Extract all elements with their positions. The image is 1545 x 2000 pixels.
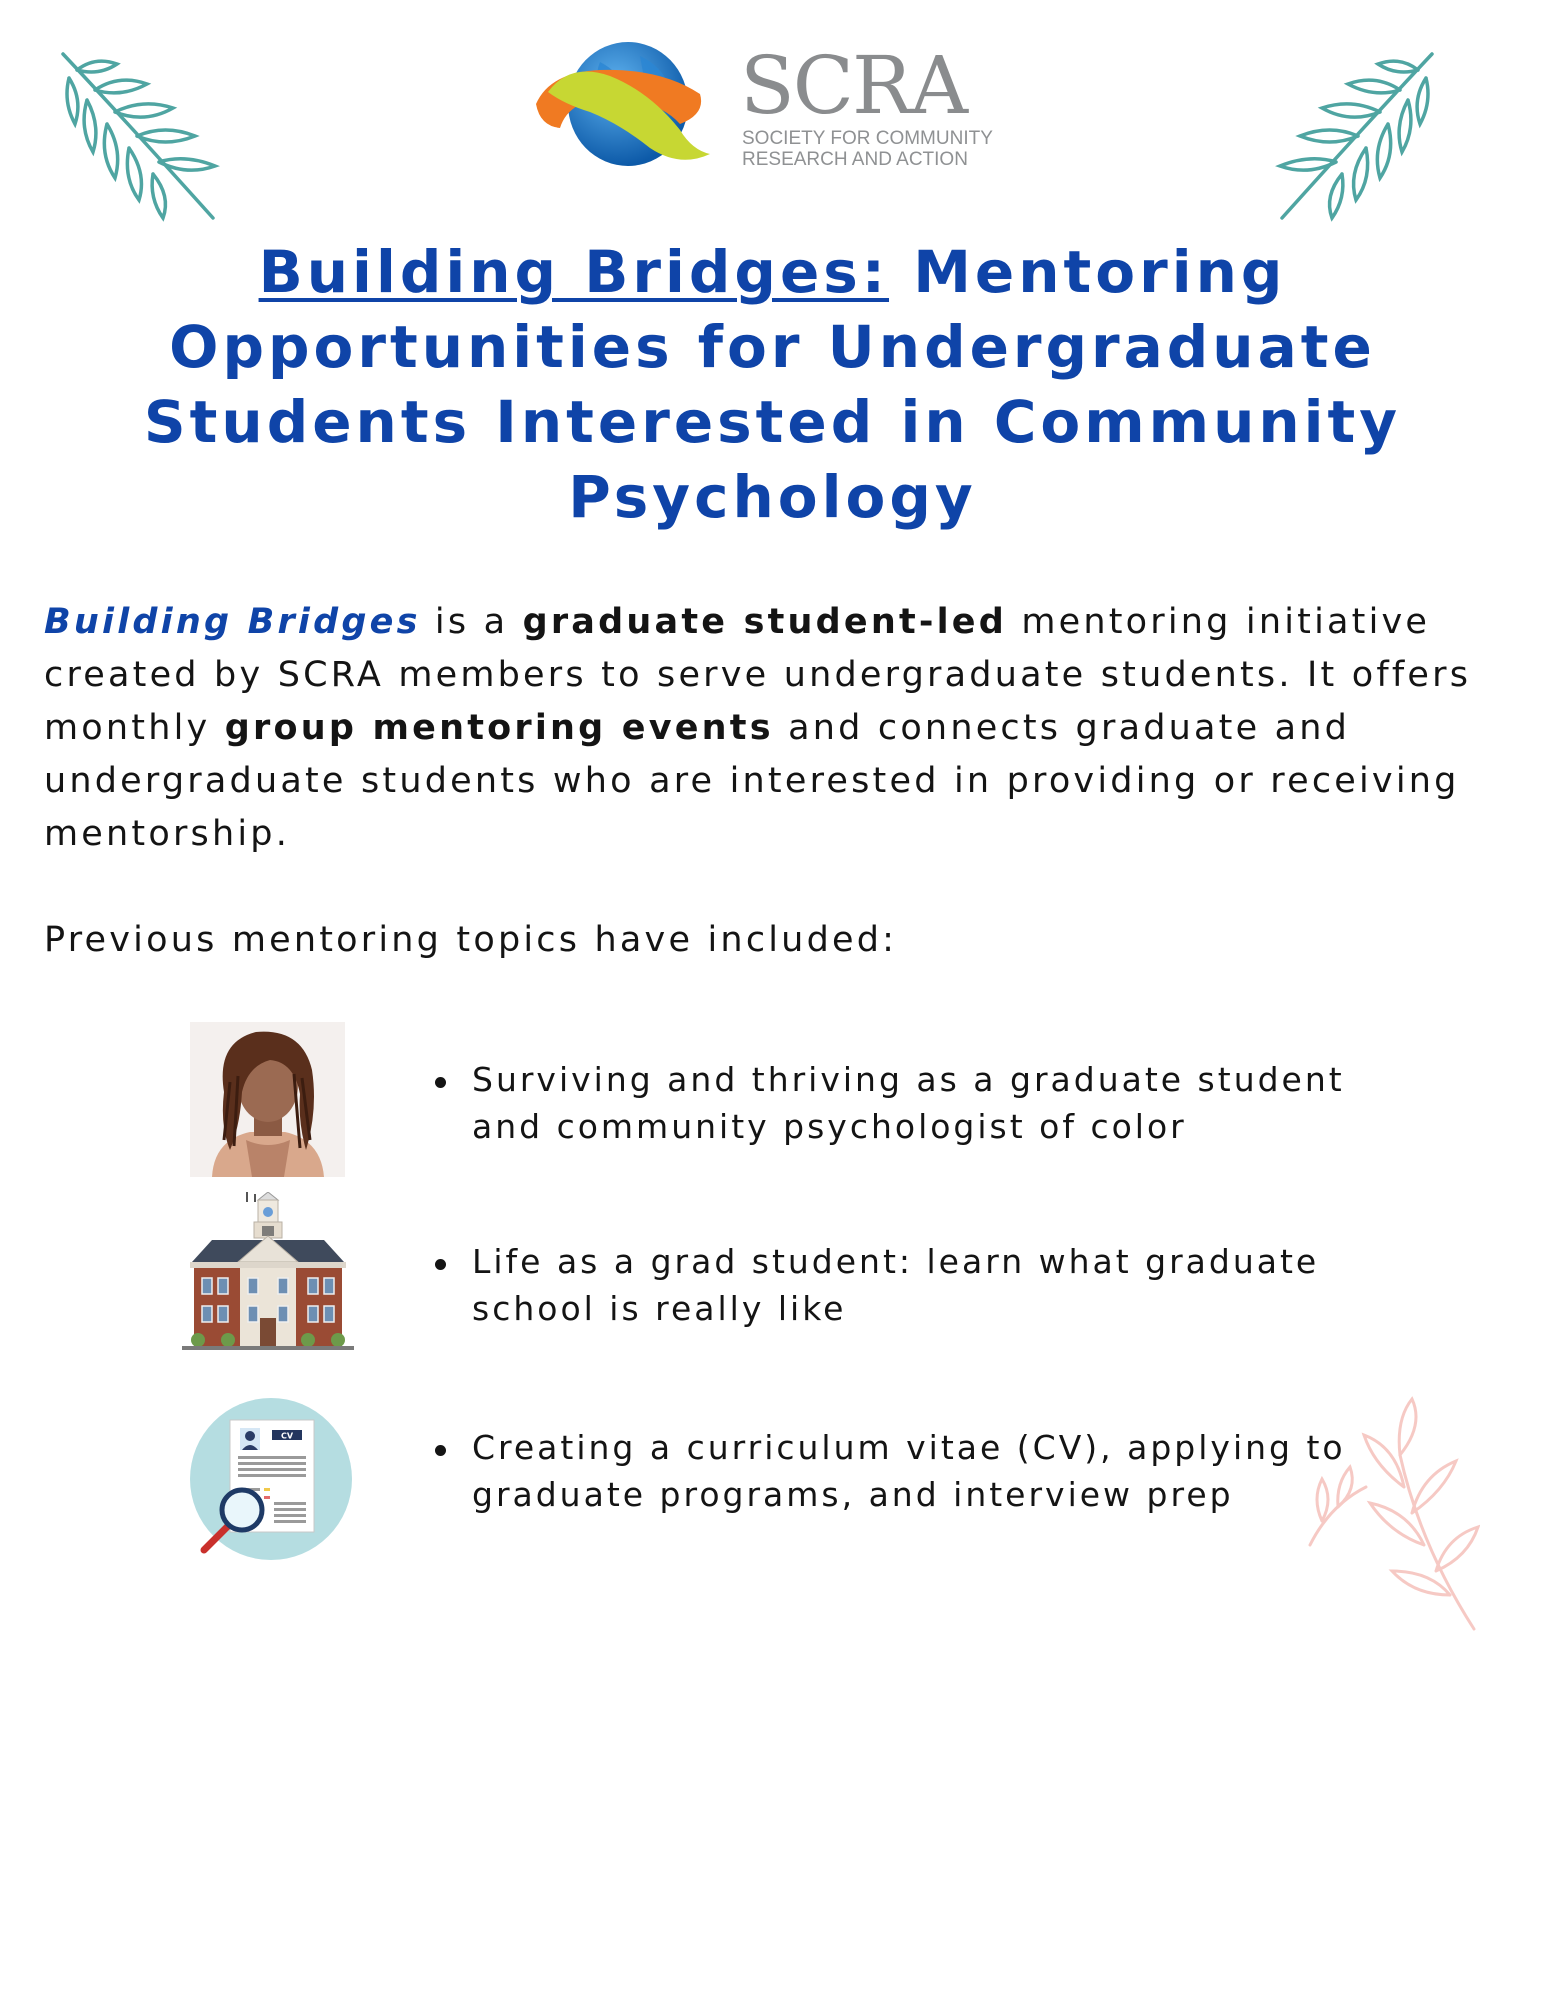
logo-subtitle-line-2: RESEARCH AND ACTION [742, 149, 968, 170]
person-of-color-icon [190, 1022, 345, 1177]
bullet-dot [435, 1259, 446, 1270]
topics-heading: Previous mentoring topics have included: [44, 920, 898, 960]
topic-text: Surviving and thriving as a graduate student and community psychologist of color [472, 1060, 1345, 1146]
teal-leaf-decoration-icon [55, 50, 225, 225]
university-building-icon [182, 1192, 354, 1357]
title-rest: Mentoring Opportunities for Undergraduate Students Interested in Community Psychology [143, 238, 1402, 531]
title-program-name: Building Bridges: [258, 238, 890, 306]
cv-label: CV [280, 1431, 294, 1441]
topic-item [435, 1056, 1415, 1150]
intro-program-name: Building Bridges [44, 602, 421, 642]
intro-text-2: mentoring initiative created by SCRA members to serve undergraduate students. It offers monthly [44, 602, 1472, 748]
intro-text-1: is a [420, 602, 523, 642]
topic-text: Life as a grad student: learn what graduate school is really like [472, 1242, 1320, 1328]
scra-wordmark: SCRA [740, 39, 967, 132]
bullet-dot [435, 1445, 446, 1456]
intro-text-3: and connects graduate and undergraduate students who are interested in providing or receiving mentorship. [44, 708, 1460, 854]
intro-bold-1: graduate student-led [522, 602, 1008, 642]
topic-text: Creating a curriculum vitae (CV), applying to graduate programs, and interview prep [472, 1428, 1346, 1514]
intro-paragraph [44, 596, 1504, 861]
scra-logo [530, 32, 1010, 182]
logo-subtitle-line-1: SOCIETY FOR COMMUNITY [742, 128, 993, 149]
globe-logo-icon [530, 32, 735, 177]
topic-item [435, 1238, 1415, 1332]
intro-bold-2: group mentoring events [224, 708, 774, 748]
cv-magnifier-icon [190, 1398, 352, 1560]
bullet-dot [435, 1077, 446, 1088]
topic-item [435, 1424, 1415, 1518]
page-title [90, 235, 1455, 535]
teal-leaf-decoration-icon [1270, 50, 1440, 225]
